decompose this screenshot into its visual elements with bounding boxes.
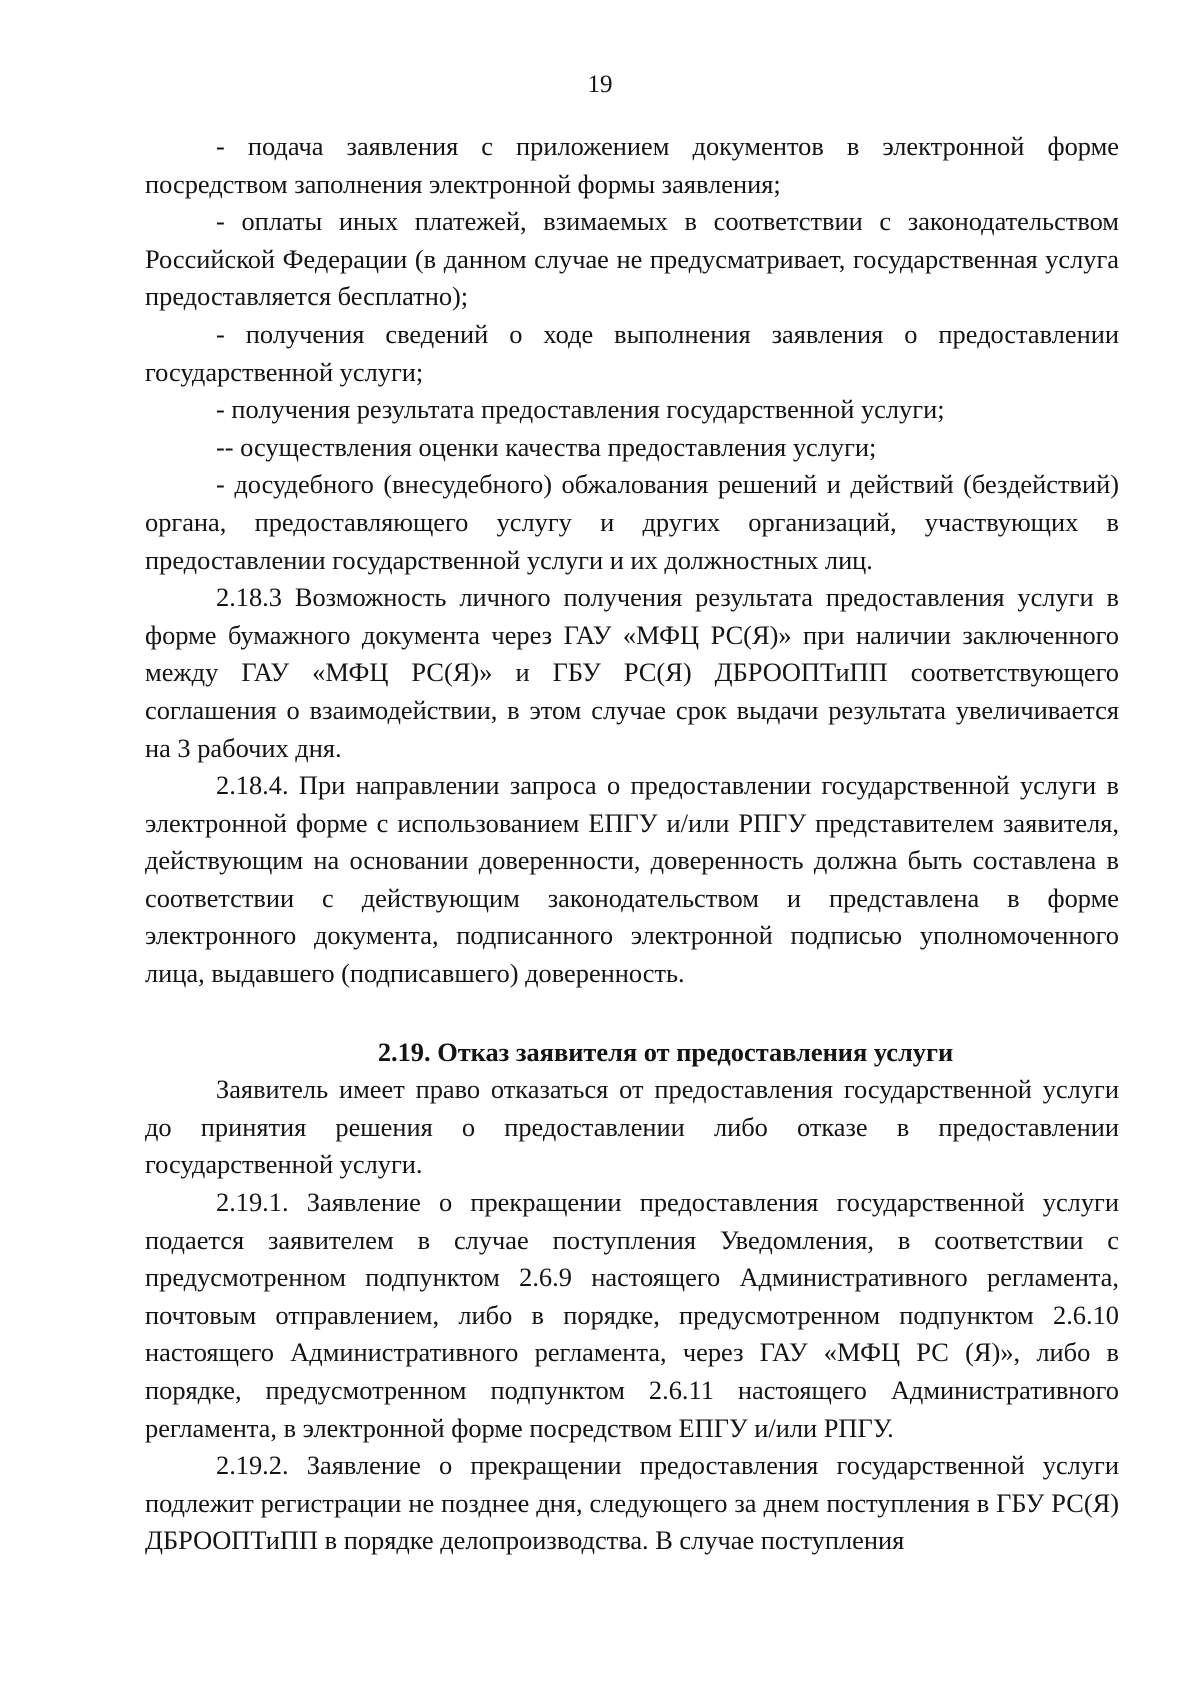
page-number: 19: [587, 71, 613, 98]
document-body: [145, 128, 1119, 1560]
paragraph-submission: - подача заявления с приложением документов в электронной форме посредством заполнения электронной формы заявления;: [145, 131, 1119, 199]
paragraph-2-18-3: 2.18.3 Возможность личного получения результата предоставления услуги в форме бумажного документа через ГАУ «МФЦ РС(Я)» при наличии заключенного между ГАУ «МФЦ РС(Я)» и ГБУ РС(Я) ДБРООПТиПП соответствующего соглашения о взаимодействии, в этом случае срок выдачи результата увеличивается на 3 рабочих дня.: [145, 582, 1119, 763]
paragraph-result: - получения результата предоставления государственной услуги;: [216, 394, 945, 425]
paragraph-appeal: - досудебного (внесудебного) обжалования решений и действий (бездействий) органа, предоставляющего услугу и других организаций, участвующих в предоставлении государственной услуги и их должностных лиц.: [145, 469, 1119, 575]
paragraph-refusal-right: Заявитель имеет право отказаться от предоставления государственной услуги до принятия решения о предоставлении либо отказе в предоставлении государственной услуги.: [145, 1074, 1119, 1180]
paragraph-status-info: - получения сведений о ходе выполнения заявления о предоставлении государственной услуги;: [145, 318, 1119, 387]
paragraph-2-19-1: 2.19.1. Заявление о прекращении предоставления государственной услуги подается заявителем в случае поступления Уведомления, в соответствии с предусмотренном подпунктом 2.6.9 настоящего Административного регламента, почтовым отправлением, либо в порядке, предусмотренном подпунктом 2.6.10 настоящего Административного регламента, через ГАУ «МФЦ РС (Я)», либо в порядке, предусмотренном подпунктом 2.6.11 настоящего Административного регламента, в электронной форме посредством ЕПГУ и/или РПГУ.: [145, 1187, 1119, 1443]
paragraph-payments: - оплаты иных платежей, взимаемых в соответствии с законодательством Российской Федерации (в данном случае не предусматривает, государственная услуга предоставляется бесплатно);: [145, 206, 1119, 312]
paragraph-2-18-4: 2.18.4. При направлении запроса о предоставлении государственной услуги в электронной форме с использованием ЕПГУ и/или РПГУ представителем заявителя, действующим на основании доверенности, доверенность должна быть составлена в соответствии с действующим законодательством и представлена в форме электронного документа, подписанного электронной подписью уполномоченного лица, выдавшего (подписавшего) доверенность.: [145, 770, 1119, 989]
paragraph-2-19-2: 2.19.2. Заявление о прекращении предоставления государственной услуги подлежит регистрации не позднее дня, следующего за днем поступления в ГБУ РС(Я) ДБРООПТиПП в порядке делопроизводства. В случае поступления: [145, 1450, 1119, 1556]
paragraph-quality-assessment: -- осуществления оценки качества предоставления услуги;: [216, 431, 877, 462]
section-heading-2-19: 2.19. Отказ заявителя от предоставления услуги: [377, 1036, 954, 1067]
